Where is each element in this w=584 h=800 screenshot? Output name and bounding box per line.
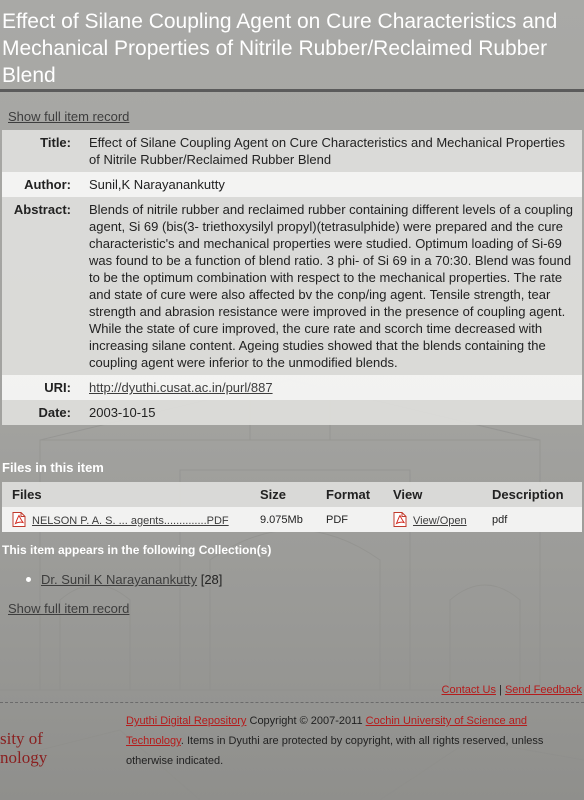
copyright-text: Copyright © 2007-2011 bbox=[246, 715, 366, 727]
files-heading: Files in this item bbox=[2, 460, 104, 475]
pdf-icon bbox=[393, 512, 407, 527]
rights-text: . Items in Dyuthi are protected by copyright, with all rights reserved, unless otherwise indicated. bbox=[126, 735, 544, 767]
send-feedback-link[interactable]: Send Feedback bbox=[504, 684, 582, 696]
abstract-label: Abstract: bbox=[2, 197, 89, 375]
show-full-record-link-bottom[interactable]: Show full item record bbox=[8, 601, 130, 616]
footer-separator: | bbox=[499, 684, 502, 696]
collections-heading: This item appears in the following Collection(s) bbox=[2, 543, 272, 557]
files-header-row bbox=[2, 482, 582, 507]
collection-link[interactable]: Dr. Sunil K Narayanankutty bbox=[41, 572, 198, 587]
table-row bbox=[2, 507, 582, 532]
footer-copyright bbox=[126, 711, 556, 771]
logo-line-1: sity of bbox=[0, 729, 43, 748]
file-format: PDF bbox=[316, 507, 383, 532]
university-logo bbox=[0, 729, 47, 767]
title-divider bbox=[0, 89, 584, 92]
author-value: Sunil,K Narayanankutty bbox=[89, 172, 582, 197]
metadata-table bbox=[2, 130, 582, 425]
file-cell bbox=[2, 507, 250, 532]
author-label: Author: bbox=[2, 172, 89, 197]
files-table bbox=[2, 482, 582, 532]
metadata-row-title bbox=[2, 130, 582, 172]
date-value: 2003-10-15 bbox=[89, 400, 582, 425]
metadata-row-abstract bbox=[2, 197, 582, 375]
show-full-record-link[interactable]: Show full item record bbox=[8, 109, 130, 124]
metadata-row-uri bbox=[2, 375, 582, 400]
uri-label: URI: bbox=[2, 375, 89, 400]
logo-line-2: nology bbox=[0, 748, 48, 767]
collection-list-item bbox=[26, 572, 222, 587]
uri-link[interactable]: http://dyuthi.cusat.ac.in/purl/887 bbox=[89, 380, 273, 395]
view-open-link[interactable]: View/Open bbox=[413, 515, 467, 527]
file-size: 9.075Mb bbox=[250, 507, 316, 532]
files-col-view: View bbox=[383, 482, 482, 507]
metadata-row-author bbox=[2, 172, 582, 197]
collection-count: [28] bbox=[200, 572, 223, 587]
repository-link[interactable]: Dyuthi Digital Repository bbox=[126, 715, 247, 727]
footer-divider bbox=[0, 702, 584, 703]
title-label: Title: bbox=[2, 130, 89, 172]
metadata-row-date bbox=[2, 400, 582, 425]
files-col-files: Files bbox=[2, 482, 250, 507]
view-cell bbox=[383, 507, 482, 532]
abstract-value: Blends of nitrile rubber and reclaimed rubber containing different levels of a coupling agent, Si 69 (bis(3- triethoxysilyl propyl)(tetrasulphide) were prepared and the cure characteristic's and mechanical properties were studied. Optimum loading of Si-69 was found to be a function of blend ratio. 3 phi- of Si 69 in a 70:30. Blend was found to be the optimum combination with respect to the mechanical properties. The rate and state of cure were also affected bv the conp/ing agent. Tensile strength, tear strength and abrasion resistance were improved in the presence of coupling agent. While the state of cure improved, the cure rate and scorch time decreased with increasing silane content. Ageing studies showed that the blends containing the coupling agent were inferior to the unmodified blends. bbox=[89, 197, 582, 375]
files-col-description: Description bbox=[482, 482, 582, 507]
footer-links bbox=[442, 684, 582, 696]
date-label: Date: bbox=[2, 400, 89, 425]
title-value: Effect of Silane Coupling Agent on Cure Characteristics and Mechanical Properties of Nitrile Rubber/Reclaimed Rubber Blend bbox=[89, 130, 582, 172]
file-description: pdf bbox=[482, 507, 582, 532]
file-link[interactable]: NELSON P. A. S. ... agents..............PDF bbox=[32, 515, 229, 527]
files-col-size: Size bbox=[250, 482, 316, 507]
bullet-icon bbox=[26, 577, 31, 582]
files-col-format: Format bbox=[316, 482, 383, 507]
contact-us-link[interactable]: Contact Us bbox=[441, 684, 496, 696]
page-title: Effect of Silane Coupling Agent on Cure Characteristics and Mechanical Properties of Nitrile Rubber/Reclaimed Rubber Blend bbox=[2, 10, 558, 87]
university-link[interactable]: Cochin University of Science and Technology bbox=[126, 715, 528, 747]
pdf-icon bbox=[12, 512, 26, 527]
